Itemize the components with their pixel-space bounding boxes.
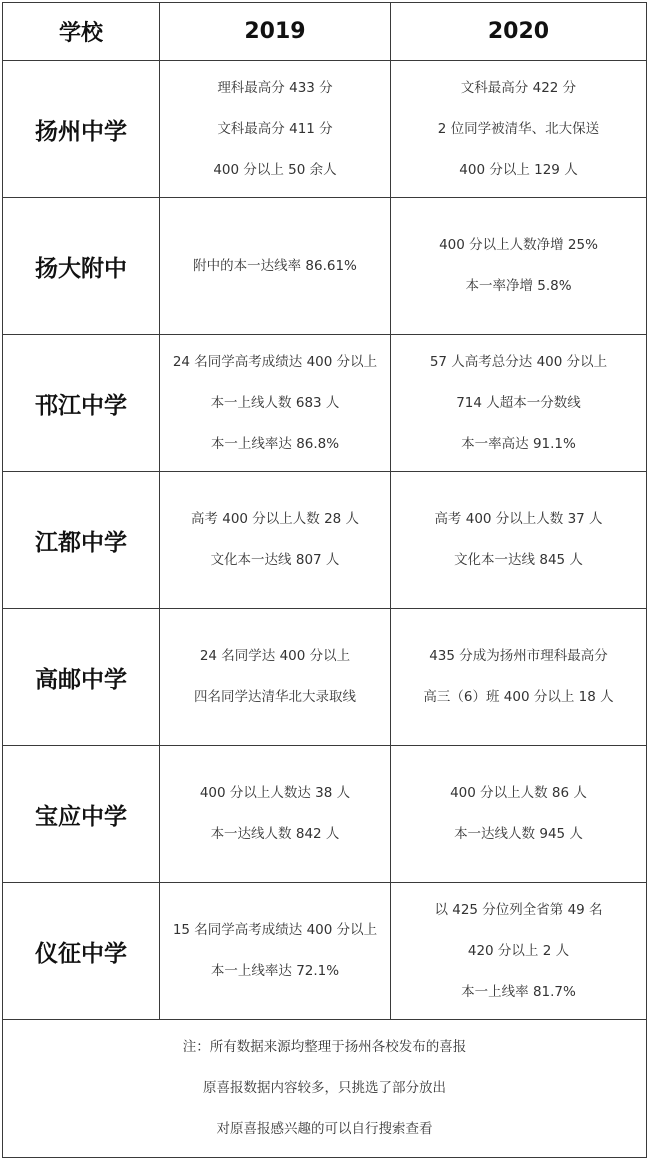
cell-2020 <box>391 883 647 1020</box>
result-line: 400 分以上人数 86 人 <box>450 785 587 801</box>
result-line: 高三（6）班 400 分以上 18 人 <box>423 689 614 705</box>
result-line: 文科最高分 422 分 <box>460 79 577 96</box>
school-name: 扬大附中 <box>3 198 160 335</box>
note-line: 对原喜报感兴趣的可以自行搜索查看 <box>216 1121 433 1137</box>
table-row <box>3 198 647 335</box>
result-line: 本一上线率达 86.8% <box>210 435 340 452</box>
table-row <box>3 61 647 198</box>
note-line: 注：所有数据来源均整理于扬州各校发布的喜报 <box>182 1039 467 1055</box>
table-row <box>3 472 647 609</box>
result-line: 附中的本一达线率 86.61% <box>193 257 357 274</box>
result-line: 420 分以上 2 人 <box>467 942 570 959</box>
note-row <box>3 1020 647 1158</box>
cell-2020 <box>391 61 647 198</box>
result-line: 435 分成为扬州市理科最高分 <box>429 648 608 664</box>
result-line: 本一率净增 5.8% <box>465 278 572 294</box>
result-line: 本一达线人数 842 人 <box>210 826 340 842</box>
result-line: 24 名同学高考成绩达 400 分以上 <box>172 353 378 370</box>
cell-2020 <box>391 198 647 335</box>
result-line: 本一上线人数 683 人 <box>210 394 340 411</box>
result-line: 57 人高考总分达 400 分以上 <box>429 353 608 370</box>
school-name: 邗江中学 <box>3 335 160 472</box>
cell-lines <box>160 499 390 581</box>
result-line: 本一上线率达 72.1% <box>210 963 340 979</box>
cell-2019 <box>160 61 391 198</box>
header-year-2020: 2020 <box>391 3 647 61</box>
cell-lines <box>160 910 390 992</box>
table-row <box>3 609 647 746</box>
note-cell <box>3 1020 647 1158</box>
school-name: 高邮中学 <box>3 609 160 746</box>
result-line: 24 名同学达 400 分以上 <box>199 648 351 664</box>
table-row <box>3 746 647 883</box>
cell-lines <box>391 225 646 307</box>
result-line: 以 425 分位列全省第 49 名 <box>434 901 603 918</box>
cell-2020 <box>391 472 647 609</box>
cell-lines <box>160 246 390 287</box>
school-name: 仪征中学 <box>3 883 160 1020</box>
cell-2019 <box>160 883 391 1020</box>
result-line: 四名同学达清华北大录取线 <box>194 689 356 705</box>
school-name: 江都中学 <box>3 472 160 609</box>
result-line: 15 名同学高考成绩达 400 分以上 <box>172 922 378 938</box>
cell-2020 <box>391 746 647 883</box>
cell-2019 <box>160 335 391 472</box>
result-line: 本一达线人数 945 人 <box>454 826 583 842</box>
cell-2019 <box>160 609 391 746</box>
cell-lines <box>391 890 646 1013</box>
cell-2020 <box>391 335 647 472</box>
cell-lines <box>160 342 390 465</box>
cell-lines <box>160 773 390 855</box>
result-line: 2 位同学被清华、北大保送 <box>437 120 600 137</box>
result-line: 714 人超本一分数线 <box>456 394 581 411</box>
cell-2019 <box>160 746 391 883</box>
school-name: 宝应中学 <box>3 746 160 883</box>
table-header-row <box>3 3 647 61</box>
cell-lines <box>391 342 646 465</box>
result-line: 文科最高分 411 分 <box>217 120 333 137</box>
result-line: 400 分以上 129 人 <box>459 161 578 178</box>
result-line: 高考 400 分以上人数 37 人 <box>434 511 603 527</box>
result-line: 高考 400 分以上人数 28 人 <box>190 511 360 527</box>
note-line: 原喜报数据内容较多，只挑选了部分放出 <box>203 1080 446 1096</box>
cell-lines <box>160 636 390 718</box>
cell-lines <box>391 773 646 855</box>
result-line: 400 分以上人数净增 25% <box>439 237 598 253</box>
note-lines <box>3 1027 646 1150</box>
table-body <box>3 61 647 1020</box>
result-line: 400 分以上人数达 38 人 <box>199 785 351 801</box>
cell-2020 <box>391 609 647 746</box>
cell-2019 <box>160 198 391 335</box>
header-school: 学校 <box>3 3 160 61</box>
result-line: 文化本一达线 845 人 <box>454 552 583 568</box>
result-line: 本一上线率 81.7% <box>461 983 576 1000</box>
header-year-2019: 2019 <box>160 3 391 61</box>
result-line: 理科最高分 433 分 <box>217 79 333 96</box>
result-line: 本一率高达 91.1% <box>461 435 576 452</box>
cell-lines <box>391 499 646 581</box>
cell-lines <box>391 68 646 191</box>
school-name: 扬州中学 <box>3 61 160 198</box>
table-row <box>3 883 647 1020</box>
result-line: 文化本一达线 807 人 <box>210 552 340 568</box>
results-table <box>2 2 647 1158</box>
cell-lines <box>391 636 646 718</box>
cell-2019 <box>160 472 391 609</box>
cell-lines <box>160 68 390 191</box>
table-row <box>3 335 647 472</box>
result-line: 400 分以上 50 余人 <box>213 161 337 178</box>
